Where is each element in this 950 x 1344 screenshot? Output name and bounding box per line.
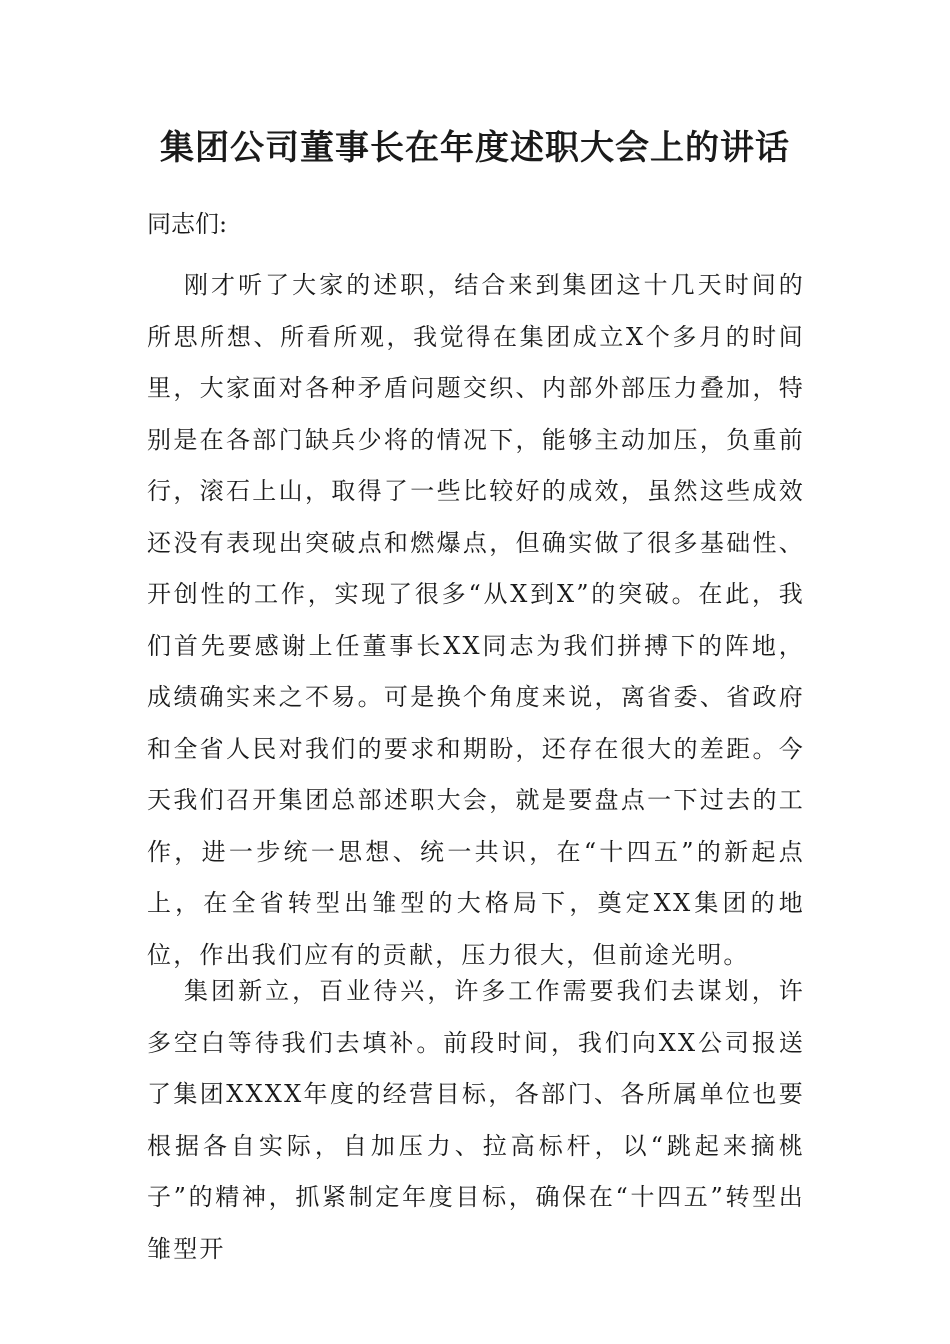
- body-paragraph-1: 刚才听了大家的述职，结合来到集团这十几天时间的所思所想、所看所观，我觉得在集团成立X个多月的时间里，大家面对各种矛盾问题交织、内部外部压力叠加，特别是在各部门缺兵少将的情况下，能够主动加压，负重前行，滚石上山，取得了一些比较好的成效，虽然这些成效还没有表现出突破点和燃爆点，但确实做了很多基础性、开创性的工作，实现了很多“从X到X”的突破。在此，我们首先要感谢上任董事长XX同志为我们拼搏下的阵地，成绩确实来之不易。可是换个角度来说，离省委、省政府和全省人民对我们的要求和期盼，还存在很大的差距。今天我们召开集团总部述职大会，就是要盘点一下过去的工作，进一步统一思想、统一共识，在“十四五”的新起点上，在全省转型出雏型的大格局下，奠定XX集团的地位，作出我们应有的贡献，压力很大，但前途光明。: [147, 271, 805, 969]
- body-paragraph-2: 集团新立，百业待兴，许多工作需要我们去谋划，许多空白等待我们去填补。前段时间，我们向XX公司报送了集团XXXX年度的经营目标，各部门、各所属单位也要根据各自实际，自加压力、拉高标杆，以“跳起来摘桃子”的精神，抓紧制定年度目标，确保在“十四五”转型出雏型开: [147, 977, 805, 1263]
- salutation: 同志们:: [147, 210, 228, 238]
- document-title: 集团公司董事长在年度述职大会上的讲话: [160, 128, 790, 168]
